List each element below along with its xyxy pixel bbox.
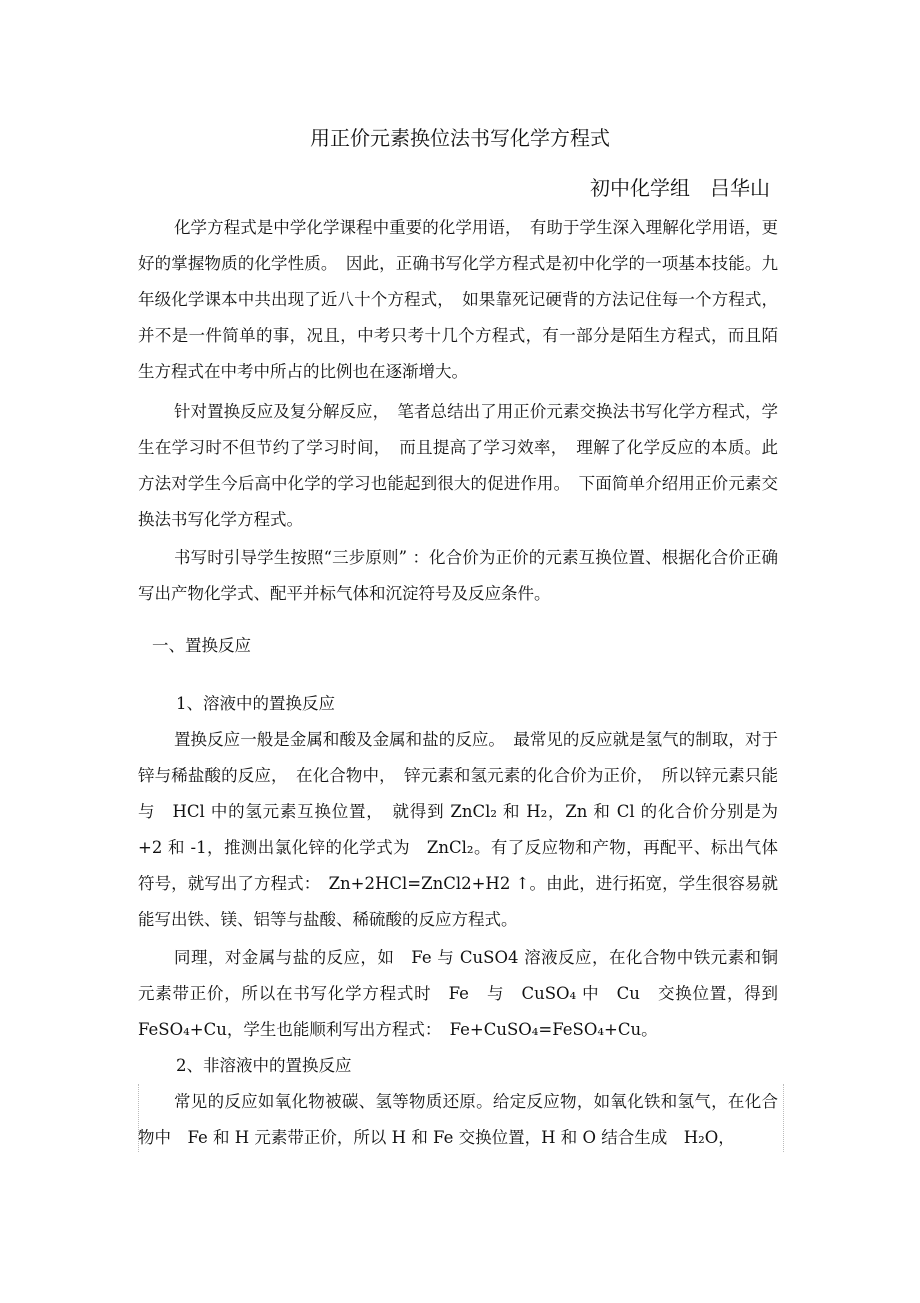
paragraph-intro: 化学方程式是中学化学课程中重要的化学用语， 有助于学生深入理解化学用语，更好的掌握物质的化学性质。 因此，正确书写化学方程式是初中化学的一项基本技能。九年级化学课本中共出现了近八十个方程式， 如果靠死记硬背的方法记住每一个方程式，并不是一件简单的事，况且，中考只考十几个方程式，有一部分是陌生方程式，而且陌生方程式在中考中所占的比例也在逐渐增大。 [138, 218, 778, 381]
paragraph-three-step-rule: 书写时引导学生按照“三步原则” ：化合价为正价的元素互换位置、根据化合价正确写出产物化学式、配平并标气体和沉淀符号及反应条件。 [138, 548, 778, 603]
section-heading-displacement: 一、置换反应 [152, 636, 251, 655]
subsection-heading-solution: 1、溶液中的置换反应 [176, 694, 335, 713]
document-title: 用正价元素换位法书写化学方程式 [310, 126, 610, 150]
paragraph-method: 针对置换反应及复分解反应， 笔者总结出了用正价元素交换法书写化学方程式，学生在学习时不但节约了学习时间， 而且提高了学习效率， 理解了化学反应的本质。此方法对学生今后高中化学的学习也能起到很大的促进作用。 下面简单介绍用正价元素交换法书写化学方程式。 [138, 402, 778, 529]
subsection-heading-non-solution: 2、非溶液中的置换反应 [176, 1056, 352, 1075]
paragraph-zinc-hcl: 置换反应一般是金属和酸及金属和盐的反应。 最常见的反应就是氢气的制取，对于锌与稀盐酸的反应， 在化合物中， 锌元素和氢元素的化合价为正价， 所以锌元素只能与 HCl 中的氢元素互换位置， 就得到 ZnCl₂ 和 H₂，Zn 和 Cl 的化合价分别是为 +2 和 -1，推测出氯化锌的化学式为 ZnCl₂。有了反应物和产物，再配平、标出气体符号，就写出了方程式： Zn+2HCl=ZnCl2+H2 ↑。由此，进行拓宽，学生很容易就能写出铁、镁、铝等与盐酸、稀硫酸的反应方程式。 [138, 730, 778, 929]
author-line [570, 174, 770, 202]
author-name: 吕华山 [710, 176, 770, 200]
paragraph-iron-cuso4: 同理，对金属与盐的反应，如 Fe 与 CuSO4 溶液反应，在化合物中铁元素和铜元素带正价，所以在书写化学方程式时 Fe 与 CuSO₄ 中 Cu 交换位置，得到FeSO₄+Cu，学生也能顺利写出方程式： Fe+CuSO₄=FeSO₄+Cu。 [138, 948, 778, 1039]
paragraph-oxide-reduction: 常见的反应如氧化物被碳、氢等物质还原。给定反应物，如氧化铁和氢气，在化合物中 Fe 和 H 元素带正价，所以 H 和 Fe 交换位置，H 和 O 结合生成 H₂O， [138, 1092, 778, 1147]
author-group: 初中化学组 [590, 176, 690, 200]
